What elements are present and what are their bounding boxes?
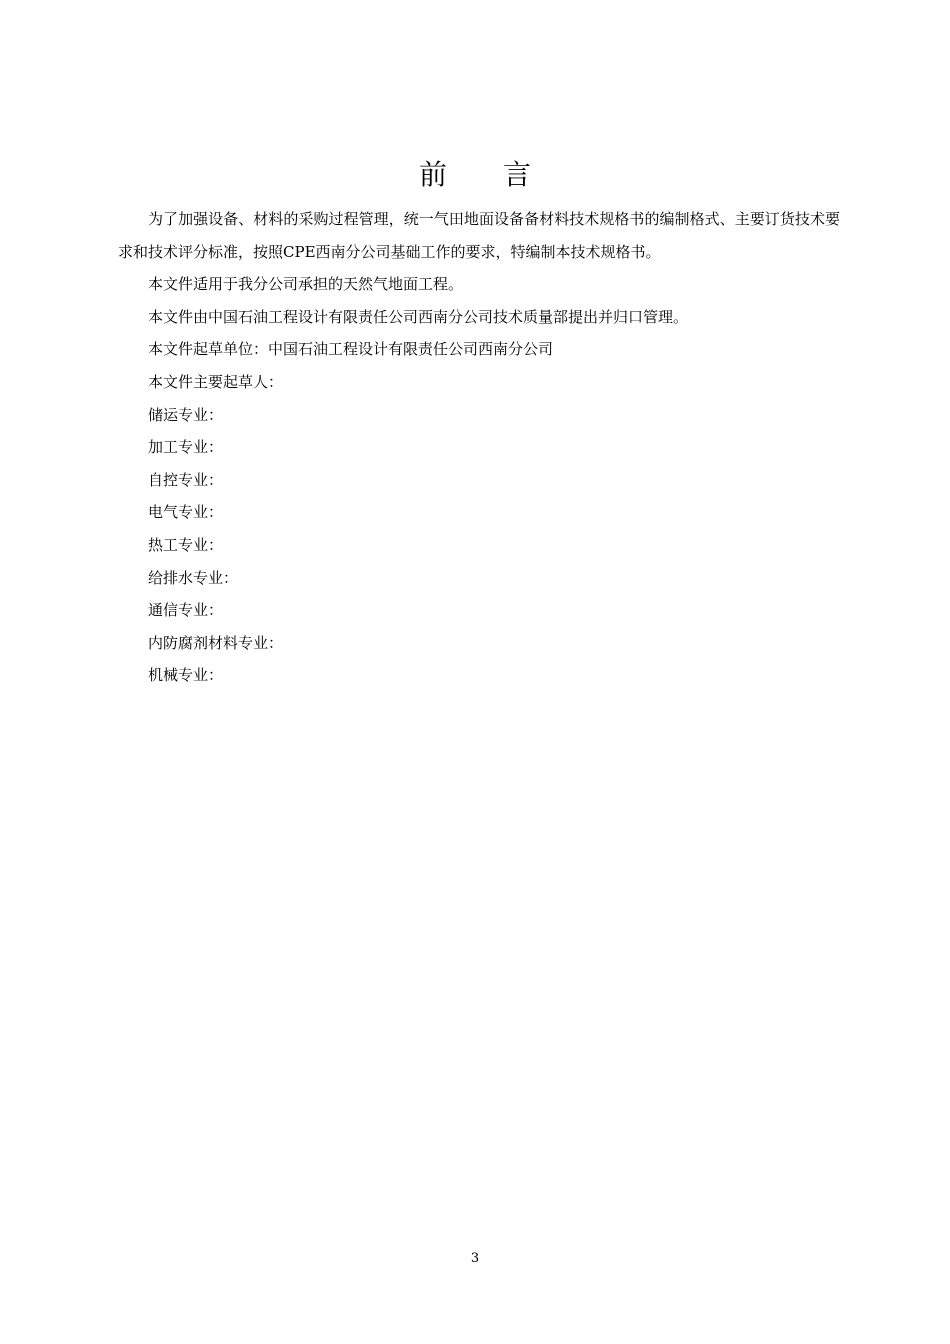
discipline-communication: 通信专业：	[148, 601, 224, 620]
discipline-water: 给排水专业：	[148, 568, 239, 587]
drafting-unit-paragraph: 本文件起草单位：中国石油工程设计有限责任公司西南分公司	[148, 340, 554, 359]
discipline-storage: 储运专业：	[148, 405, 224, 424]
authority-paragraph: 本文件由中国石油工程设计有限责任公司西南分公司技术质量部提出并归口管理。	[148, 307, 689, 326]
discipline-thermal: 热工专业：	[148, 535, 224, 554]
discipline-electrical: 电气专业：	[148, 503, 224, 522]
page-number: 3	[470, 1251, 480, 1266]
scope-paragraph: 本文件适用于我分公司承担的天然气地面工程。	[148, 275, 464, 294]
discipline-processing: 加工专业：	[148, 438, 224, 457]
discipline-anticorrosion: 内防腐剂材料专业：	[148, 633, 284, 652]
discipline-mechanical: 机械专业：	[148, 666, 224, 685]
drafters-heading: 本文件主要起草人：	[148, 372, 284, 391]
page-title: 前言	[418, 158, 587, 191]
document-body	[118, 203, 840, 692]
discipline-automation: 自控专业：	[148, 470, 224, 489]
intro-paragraph: 为了加强设备、材料的采购过程管理，统一气田地面设备备材料技术规格书的编制格式、主要订货技术要求和技术评分标准，按照CPE西南分公司基础工作的要求，特编制本技术规格书。	[118, 210, 840, 261]
